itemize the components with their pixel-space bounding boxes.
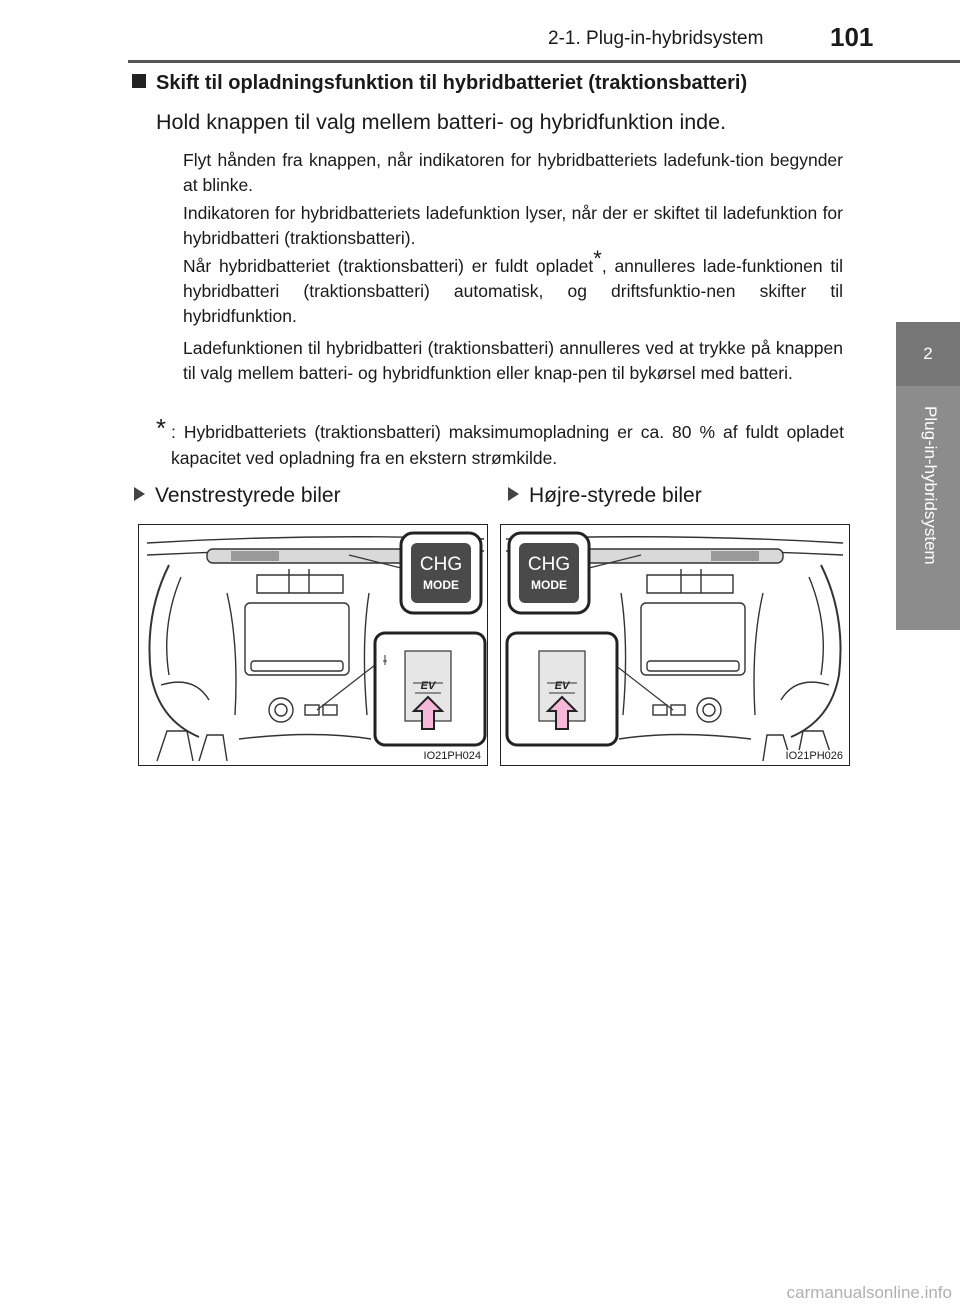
square-bullet-icon (132, 74, 146, 88)
figure-caption-right-text: Højre-styrede biler (529, 484, 702, 507)
figure-caption-right (508, 484, 702, 508)
dashboard-drawing-right (501, 525, 850, 766)
chg-label-right: CHG (527, 554, 571, 575)
chapter-tab (896, 322, 960, 630)
section-title: 2-1. Plug-in-hybridsystem (548, 28, 764, 49)
figure-code-left: IO21PH024 (423, 750, 481, 762)
triangle-bullet-icon (134, 487, 145, 501)
paragraph-3-end: , annulleres lade-funktionen til hybridbatteri (traktionsbatteri) automatisk, og driftsfunktio-nen skifter til hybridfunktion. (183, 256, 843, 326)
watermark: carmanualsonline.info (786, 1283, 952, 1302)
chg-label-left: CHG (419, 554, 463, 575)
figure-caption-left-text: Venstrestyrede biler (155, 484, 341, 507)
paragraph-2: Indikatoren for hybridbatteriets ladefunktion lyser, når der er skiftet til ladefunktion for hybridbatteri (traktionsbatteri). (183, 203, 843, 248)
figure-code-right: IO21PH026 (785, 750, 843, 762)
chapter-title-strip (896, 386, 960, 630)
footnote-text: : Hybridbatteriets (traktionsbatteri) maksimumopladning er ca. 80 % af fuldt opladet kapacitet ved opladning fra en ekstern strømkilde. (171, 422, 844, 468)
header-rule (128, 60, 960, 63)
paragraph-3 (183, 246, 843, 329)
paragraph-3-start: Når hybridbatteriet (traktionsbatteri) er fuldt opladet (183, 256, 594, 276)
ev-symbol-right: EV (554, 680, 570, 692)
section-heading (132, 72, 747, 95)
dashboard-illustration-right (500, 524, 850, 766)
figure-caption-left (134, 484, 341, 508)
footnote (156, 413, 844, 471)
instruction-step: Hold knappen til valg mellem batteri- og hybridfunktion inde. (156, 110, 727, 134)
ev-symbol-left: EV (420, 680, 436, 692)
page-header (0, 0, 960, 60)
paragraph-1: Flyt hånden fra knappen, når indikatoren for hybridbatteriets ladefunk-tion begynder at blinke. (183, 150, 843, 195)
paragraph-4: Ladefunktionen til hybridbatteri (traktionsbatteri) annulleres ved at trykke på knappen til valg mellem batteri- og hybridfunktion eller knap-pen til bykørsel med batteri. (183, 338, 843, 383)
page-number: 101 (830, 22, 874, 52)
dashboard-illustration-left (138, 524, 488, 766)
footnote-reference: * (593, 246, 602, 271)
chapter-title: Plug-in-hybridsystem (921, 406, 940, 565)
section-heading-text: Skift til opladningsfunktion til hybridbatteriet (traktionsbatteri) (156, 72, 748, 94)
mode-label-right: MODE (531, 578, 567, 592)
mode-label-left: MODE (423, 578, 459, 592)
footnote-marker: * (156, 413, 167, 443)
chapter-number: 2 (896, 322, 960, 386)
triangle-bullet-icon (508, 487, 519, 501)
dashboard-drawing-left (139, 525, 488, 766)
